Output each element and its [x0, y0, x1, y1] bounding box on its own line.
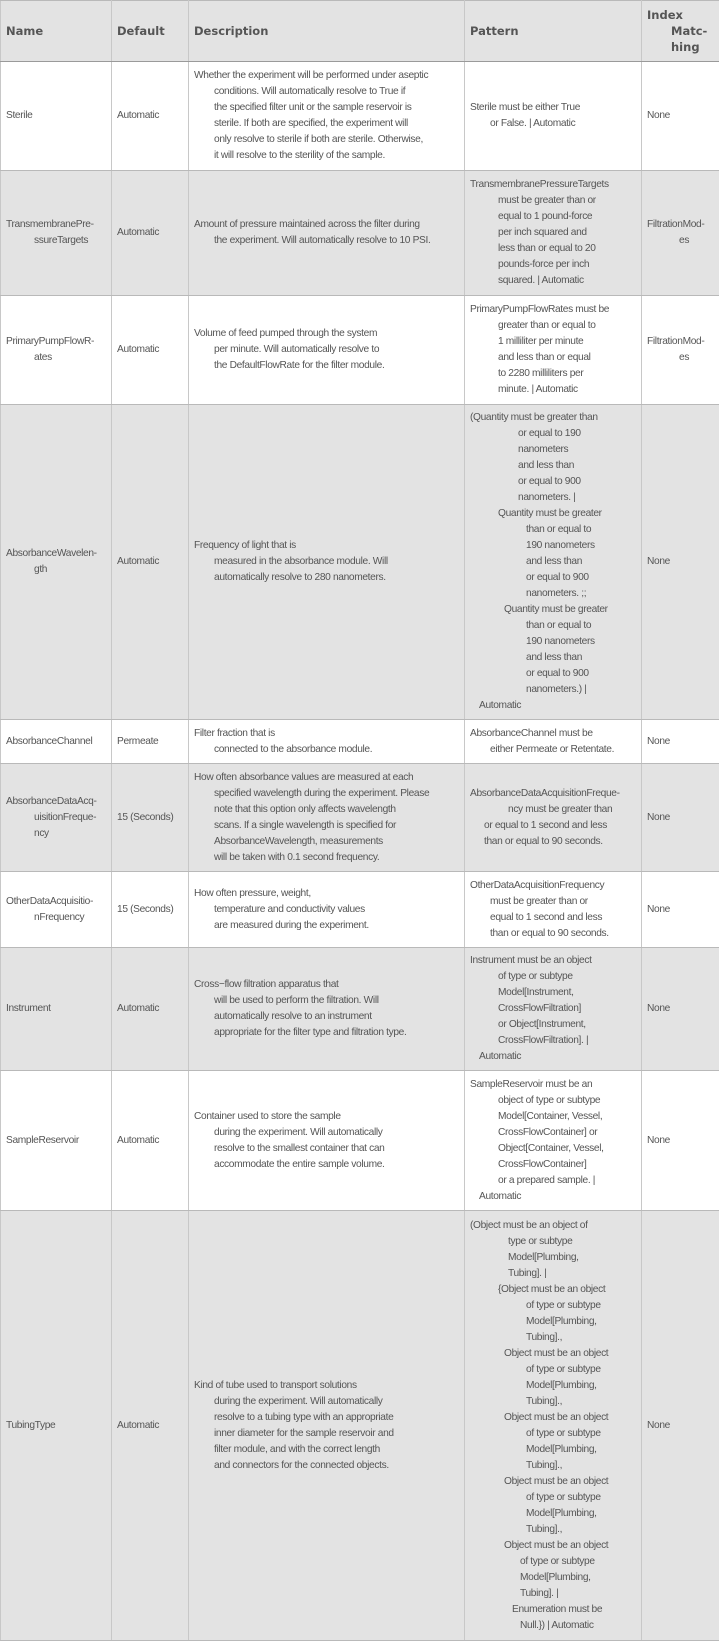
pattern-line: equal to 1 second and less — [490, 911, 603, 923]
description-line: the specified filter unit or the sample reservoir is — [214, 102, 412, 113]
pattern-line: or equal to 1 second and less — [484, 819, 607, 831]
pattern-line: Model[Plumbing, — [508, 1251, 579, 1263]
pattern-line: Model[Plumbing, — [526, 1379, 597, 1391]
header-index-matching-line: Index — [647, 8, 683, 22]
name-line: Sterile — [6, 110, 33, 121]
pattern-line: Model[Plumbing, — [526, 1315, 597, 1327]
description-line: automatically resolve to an instrument — [214, 1011, 372, 1022]
pattern-line: ncy must be greater than — [508, 803, 613, 815]
pattern-line: Automatic — [479, 1190, 522, 1202]
pattern-line: 190 nanometers — [526, 540, 595, 551]
pattern-line: or equal to 900 — [518, 476, 581, 487]
table-row — [1, 948, 719, 1071]
name-line: ncy — [34, 827, 49, 839]
pattern-line: nanometers — [518, 444, 569, 455]
pattern-line: CrossFlowFiltration] — [498, 1003, 582, 1014]
pattern-line: of type or subtype — [498, 971, 573, 982]
pattern-line: Object must be an object — [504, 1539, 609, 1551]
pattern-line: object of type or subtype — [498, 1094, 601, 1106]
name-line: PrimaryPumpFlowR- — [6, 336, 95, 347]
pattern-line: Automatic — [479, 1051, 522, 1062]
index-matching-line: None — [647, 1003, 670, 1014]
table-row — [1, 62, 719, 171]
description-line: Amount of pressure maintained across the filter during — [194, 219, 420, 230]
pattern-line: than or equal to 90 seconds. — [490, 927, 609, 939]
pattern-line: must be greater than or — [490, 895, 588, 907]
cell-description — [189, 62, 465, 171]
cell-pattern — [465, 1071, 642, 1211]
pattern-line: than or equal to 90 seconds. — [484, 835, 603, 847]
description-line: conditions. Will automatically resolve to True if — [214, 86, 406, 97]
description-line: sterile. If both are specified, the experiment will — [214, 118, 408, 129]
cell-name — [1, 171, 112, 296]
name-line: AbsorbanceChannel — [6, 735, 93, 747]
pattern-line: PrimaryPumpFlowRates must be — [470, 304, 610, 315]
table-row — [1, 171, 719, 296]
pattern-line: Object must be an object — [504, 1411, 609, 1423]
cell-name — [1, 405, 112, 720]
pattern-line: Tubing]. | — [508, 1267, 547, 1279]
cell-default: 15 (Seconds) — [112, 872, 189, 948]
cell-pattern — [465, 720, 642, 764]
pattern-line: Tubing]. | — [520, 1587, 559, 1599]
description-line: specified wavelength during the experiment. Please — [214, 787, 430, 799]
pattern-line: Quantity must be greater — [504, 604, 608, 615]
cell-name — [1, 296, 112, 405]
pattern-line: Model[Plumbing, — [520, 1571, 591, 1583]
pattern-line: or equal to 900 — [526, 572, 589, 583]
description-line: are measured during the experiment. — [214, 919, 369, 931]
cell-pattern — [465, 296, 642, 405]
table-header-row — [1, 1, 719, 62]
pattern-line: minute. | Automatic — [498, 384, 578, 395]
header-default: Default — [112, 1, 189, 62]
pattern-line: equal to 1 pound-force — [498, 211, 593, 222]
cell-default: Automatic — [112, 1211, 189, 1641]
pattern-line: Model[Instrument, — [498, 987, 574, 998]
pattern-line: CrossFlowContainer] — [498, 1158, 587, 1170]
index-matching-line: None — [647, 811, 670, 823]
pattern-line: or equal to 190 — [518, 428, 581, 439]
pattern-line: less than or equal to 20 — [498, 243, 596, 254]
pattern-line: nanometers.) | — [526, 684, 587, 695]
pattern-line: of type or subtype — [526, 1363, 601, 1375]
pattern-line: TransmembranePressureTargets — [470, 179, 609, 190]
name-line: nFrequency — [34, 911, 85, 923]
pattern-line: of type or subtype — [526, 1427, 601, 1439]
cell-pattern — [465, 405, 642, 720]
cell-description — [189, 405, 465, 720]
cell-default: Automatic — [112, 171, 189, 296]
index-matching-line: None — [647, 735, 670, 747]
index-matching-line: None — [647, 903, 670, 915]
pattern-line: nanometers. | — [518, 492, 576, 503]
index-matching-line: es — [679, 352, 690, 363]
header-name: Name — [1, 1, 112, 62]
cell-default: 15 (Seconds) — [112, 764, 189, 872]
index-matching-line: None — [647, 110, 670, 121]
cell-description — [189, 296, 465, 405]
description-line: resolve to the smallest container that can — [214, 1142, 385, 1154]
header-index-matching-line: Matc- — [671, 24, 708, 38]
cell-pattern — [465, 1211, 642, 1641]
cell-default: Automatic — [112, 948, 189, 1071]
cell-index-matching — [642, 1071, 719, 1211]
description-line: scans. If a single wavelength is specified for — [214, 819, 397, 831]
cell-default: Permeate — [112, 720, 189, 764]
pattern-line: Tubing]., — [526, 1395, 563, 1407]
description-line: How often pressure, weight, — [194, 887, 311, 899]
cell-description — [189, 1211, 465, 1641]
cell-default: Automatic — [112, 62, 189, 171]
cell-description — [189, 1071, 465, 1211]
cell-index-matching — [642, 764, 719, 872]
description-line: Kind of tube used to transport solutions — [194, 1379, 357, 1391]
description-line: accommodate the entire sample volume. — [214, 1158, 385, 1170]
pattern-line: and less than or equal — [498, 352, 591, 363]
pattern-line: per inch squared and — [498, 227, 587, 238]
pattern-line: AbsorbanceDataAcquisitionFreque- — [470, 787, 620, 799]
pattern-line: than or equal to — [526, 524, 592, 535]
description-line: How often absorbance values are measured at each — [194, 771, 414, 783]
table-row — [1, 872, 719, 948]
header-description: Description — [189, 1, 465, 62]
cell-name — [1, 764, 112, 872]
pattern-line: (Quantity must be greater than — [470, 412, 598, 423]
pattern-line: or a prepared sample. | — [498, 1174, 596, 1186]
index-matching-line: FiltrationMod- — [647, 336, 705, 347]
pattern-line: Object[Container, Vessel, — [498, 1142, 604, 1154]
pattern-line: {Object must be an object — [498, 1283, 606, 1295]
cell-description — [189, 948, 465, 1071]
pattern-line: and less than — [526, 556, 583, 567]
description-line: the DefaultFlowRate for the filter module. — [214, 360, 385, 371]
header-index-matching — [642, 1, 719, 62]
pattern-line: CrossFlowFiltration]. | — [498, 1035, 589, 1046]
pattern-line: Enumeration must be — [512, 1603, 603, 1615]
pattern-line: AbsorbanceChannel must be — [470, 727, 593, 739]
pattern-line: either Permeate or Retentate. — [490, 743, 615, 755]
cell-pattern — [465, 872, 642, 948]
name-line: gth — [34, 564, 48, 575]
pattern-line: (Object must be an object of — [470, 1219, 588, 1231]
cell-name — [1, 62, 112, 171]
description-line: during the experiment. Will automatically — [214, 1395, 383, 1407]
description-line: temperature and conductivity values — [214, 903, 365, 915]
pattern-line: squared. | Automatic — [498, 275, 584, 286]
pattern-line: or Object[Instrument, — [498, 1019, 586, 1030]
name-line: TransmembranePre- — [6, 219, 94, 230]
name-line: ates — [34, 352, 52, 363]
pattern-line: or equal to 900 — [526, 668, 589, 679]
pattern-line: 1 milliliter per minute — [498, 336, 584, 347]
pattern-line: must be greater than or — [498, 195, 596, 206]
description-line: measured in the absorbance module. Will — [214, 556, 388, 567]
description-line: Cross−flow filtration apparatus that — [194, 979, 339, 990]
pattern-line: Object must be an object — [504, 1475, 609, 1487]
pattern-line: CrossFlowContainer] or — [498, 1126, 598, 1138]
name-line: Instrument — [6, 1003, 51, 1014]
cell-index-matching — [642, 171, 719, 296]
index-matching-line: FiltrationMod- — [647, 219, 705, 230]
index-matching-line: None — [647, 1419, 670, 1431]
pattern-line: Tubing]., — [526, 1459, 563, 1471]
description-line: Volume of feed pumped through the system — [194, 328, 378, 339]
pattern-line: OtherDataAcquisitionFrequency — [470, 879, 605, 891]
pattern-line: Automatic — [479, 700, 522, 711]
description-line: Filter fraction that is — [194, 727, 275, 739]
description-line: per minute. Will automatically resolve to — [214, 344, 380, 355]
cell-index-matching — [642, 872, 719, 948]
description-line: and connectors for the connected objects. — [214, 1459, 389, 1471]
cell-pattern — [465, 764, 642, 872]
description-line: automatically resolve to 280 nanometers. — [214, 572, 386, 583]
name-line: OtherDataAcquisitio- — [6, 895, 93, 907]
description-line: will be taken with 0.1 second frequency. — [214, 851, 380, 863]
pattern-line: Tubing]., — [526, 1331, 563, 1343]
pattern-line: Model[Plumbing, — [526, 1507, 597, 1519]
description-line: Frequency of light that is — [194, 540, 296, 551]
description-line: AbsorbanceWavelength, measurements — [214, 835, 383, 847]
cell-description — [189, 872, 465, 948]
cell-name — [1, 1071, 112, 1211]
description-line: it will resolve to the sterility of the sample. — [214, 150, 385, 161]
header-index-matching-line: hing — [671, 40, 700, 54]
pattern-line: Model[Plumbing, — [526, 1443, 597, 1455]
cell-default: Automatic — [112, 296, 189, 405]
cell-name — [1, 720, 112, 764]
cell-description — [189, 720, 465, 764]
name-line: AbsorbanceDataAcq- — [6, 795, 97, 807]
name-line: ssureTargets — [34, 235, 89, 246]
pattern-line: of type or subtype — [526, 1299, 601, 1311]
description-line: inner diameter for the sample reservoir and — [214, 1427, 394, 1439]
description-line: Whether the experiment will be performed under aseptic — [194, 70, 429, 81]
pattern-line: or False. | Automatic — [490, 118, 576, 129]
cell-description — [189, 171, 465, 296]
cell-name — [1, 1211, 112, 1641]
pattern-line: nanometers. ;; — [526, 588, 587, 599]
index-matching-line: None — [647, 1134, 670, 1146]
description-line: note that this option only affects wavelength — [214, 803, 396, 815]
name-line: SampleReservoir — [6, 1134, 79, 1146]
table-body — [1, 62, 719, 1641]
index-matching-line: None — [647, 556, 670, 567]
cell-pattern — [465, 62, 642, 171]
cell-name — [1, 948, 112, 1071]
cell-index-matching — [642, 62, 719, 171]
cell-index-matching — [642, 948, 719, 1071]
pattern-line: of type or subtype — [520, 1555, 595, 1567]
cell-index-matching — [642, 1211, 719, 1641]
pattern-line: Null.}) | Automatic — [520, 1619, 594, 1631]
description-line: the experiment. Will automatically resolve to 10 PSI. — [214, 235, 431, 246]
header-pattern: Pattern — [465, 1, 642, 62]
pattern-line: Object must be an object — [504, 1347, 609, 1359]
cell-index-matching — [642, 720, 719, 764]
table-row — [1, 296, 719, 405]
cell-index-matching — [642, 296, 719, 405]
pattern-line: pounds-force per inch — [498, 259, 590, 270]
pattern-line: of type or subtype — [526, 1491, 601, 1503]
pattern-line: and less than — [518, 460, 575, 471]
table-row — [1, 405, 719, 720]
pattern-line: Model[Container, Vessel, — [498, 1110, 603, 1122]
description-line: filter module, and with the correct length — [214, 1443, 380, 1455]
pattern-line: Sterile must be either True — [470, 102, 581, 113]
table-row — [1, 1211, 719, 1641]
cell-description — [189, 764, 465, 872]
description-line: appropriate for the filter type and filtration type. — [214, 1027, 407, 1038]
pattern-line: Tubing]., — [526, 1523, 563, 1535]
name-line: AbsorbanceWavelen- — [6, 548, 97, 559]
description-line: during the experiment. Will automatically — [214, 1126, 383, 1138]
cell-pattern — [465, 948, 642, 1071]
pattern-line: to 2280 milliliters per — [498, 368, 584, 379]
index-matching-line: es — [679, 235, 690, 246]
pattern-line: SampleReservoir must be an — [470, 1078, 593, 1090]
description-line: connected to the absorbance module. — [214, 743, 373, 755]
table-row — [1, 720, 719, 764]
pattern-line: Quantity must be greater — [498, 508, 602, 519]
pattern-line: 190 nanometers — [526, 636, 595, 647]
pattern-line: Instrument must be an object — [470, 955, 592, 966]
cell-default: Automatic — [112, 405, 189, 720]
pattern-line: and less than — [526, 652, 583, 663]
table-row — [1, 1071, 719, 1211]
name-line: uisitionFreque- — [34, 811, 97, 823]
description-line: will be used to perform the filtration. Will — [214, 995, 379, 1006]
description-line: resolve to a tubing type with an appropriate — [214, 1411, 394, 1423]
pattern-line: than or equal to — [526, 620, 592, 631]
cell-name — [1, 872, 112, 948]
cell-default: Automatic — [112, 1071, 189, 1211]
name-line: TubingType — [6, 1419, 56, 1431]
cell-pattern — [465, 171, 642, 296]
pattern-line: type or subtype — [508, 1235, 573, 1247]
table-row — [1, 764, 719, 872]
pattern-line: greater than or equal to — [498, 320, 596, 331]
description-line: Container used to store the sample — [194, 1110, 341, 1122]
cell-index-matching — [642, 405, 719, 720]
description-line: only resolve to sterile if both are sterile. Otherwise, — [214, 134, 423, 145]
